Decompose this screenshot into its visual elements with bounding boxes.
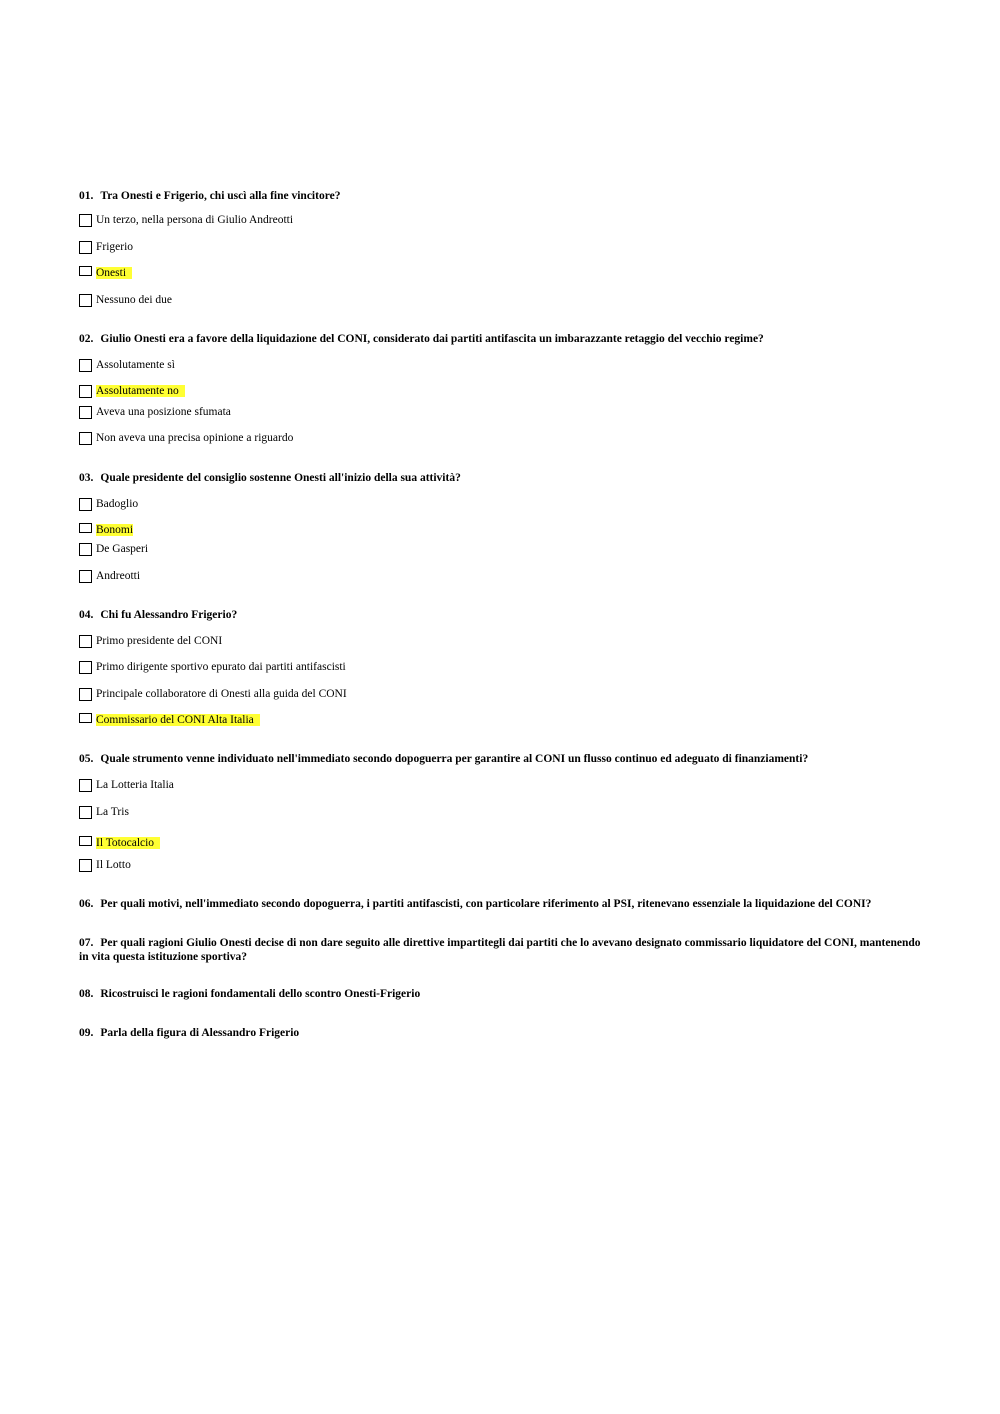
question-text: Chi fu Alessandro Frigerio? — [100, 609, 238, 621]
question-text: Tra Onesti e Frigerio, chi uscì alla fine vincitore? — [100, 190, 341, 202]
open-question-title — [79, 936, 929, 964]
checkbox[interactable] — [79, 432, 92, 445]
answer-option[interactable] — [79, 429, 293, 447]
checkbox[interactable] — [79, 523, 92, 533]
checkbox[interactable] — [79, 570, 92, 583]
checkbox[interactable] — [79, 661, 92, 674]
answer-option[interactable] — [79, 540, 148, 558]
question-number: 06. — [79, 898, 94, 910]
open-question-title — [79, 987, 929, 1001]
option-label: Badoglio — [96, 498, 139, 510]
option-label: Primo dirigente sportivo epurato dai partiti antifascisti — [96, 661, 346, 673]
question-text: Giulio Onesti era a favore della liquidazione del CONI, considerato dai partiti antifascita un imbarazzante retaggio del vecchio regime? — [100, 333, 764, 345]
checkbox[interactable] — [79, 498, 92, 511]
question-text: Quale presidente del consiglio sostenne Onesti all'inizio della sua attività? — [100, 472, 461, 484]
question-number: 02. — [79, 333, 94, 345]
question-text: Ricostruisci le ragioni fondamentali dello scontro Onesti-Frigerio — [100, 988, 421, 1000]
option-label: Assolutamente sì — [96, 359, 175, 371]
checkbox[interactable] — [79, 406, 92, 419]
answer-option[interactable] — [79, 856, 131, 874]
checkbox[interactable] — [79, 543, 92, 556]
checkbox[interactable] — [79, 266, 92, 276]
question-text: Quale strumento venne individuato nell'immediato secondo dopoguerra per garantire al CONI un flusso continuo ed adeguato di finanziamenti? — [100, 753, 809, 765]
answer-option-correct[interactable] — [79, 521, 133, 539]
option-label: Il Lotto — [96, 859, 131, 871]
answer-option[interactable] — [79, 632, 222, 650]
option-label: Nessuno dei due — [96, 294, 173, 306]
question-title — [79, 752, 929, 766]
option-label-highlighted: Assolutamente no — [96, 385, 185, 397]
answer-option[interactable] — [79, 238, 133, 256]
option-label: De Gasperi — [96, 543, 149, 555]
question-number: 07. — [79, 937, 94, 949]
answer-option[interactable] — [79, 685, 347, 703]
question-number: 08. — [79, 988, 94, 1000]
question-number: 09. — [79, 1027, 94, 1039]
option-label-highlighted: Onesti — [96, 267, 132, 279]
checkbox[interactable] — [79, 385, 92, 398]
checkbox[interactable] — [79, 241, 92, 254]
answer-option[interactable] — [79, 211, 293, 229]
answer-option[interactable] — [79, 356, 175, 374]
option-label: Principale collaboratore di Onesti alla guida del CONI — [96, 688, 347, 700]
question-title — [79, 608, 929, 622]
checkbox[interactable] — [79, 359, 92, 372]
option-label-highlighted: Bonomi — [96, 524, 134, 536]
checkbox[interactable] — [79, 713, 92, 723]
option-label-highlighted: Il Totocalcio — [96, 837, 160, 849]
checkbox[interactable] — [79, 779, 92, 792]
question-text: Per quali ragioni Giulio Onesti decise di non dare seguito alle direttive impartitegli dai partiti che lo avevano designato commissario liquidatore del CONI, mantenendo in vita questa istituzione sportiva? — [79, 937, 921, 963]
option-label: Non aveva una precisa opinione a riguardo — [96, 432, 294, 444]
question-number: 01. — [79, 190, 94, 202]
answer-option-correct[interactable] — [79, 834, 160, 852]
answer-option[interactable] — [79, 776, 174, 794]
answer-option[interactable] — [79, 567, 140, 585]
option-label: La Lotteria Italia — [96, 779, 174, 791]
checkbox[interactable] — [79, 294, 92, 307]
answer-option[interactable] — [79, 803, 129, 821]
checkbox[interactable] — [79, 859, 92, 872]
answer-option-correct[interactable] — [79, 264, 132, 282]
answer-option[interactable] — [79, 658, 346, 676]
answer-option-correct[interactable] — [79, 382, 185, 400]
question-number: 05. — [79, 753, 94, 765]
answer-option[interactable] — [79, 495, 138, 513]
question-title — [79, 471, 929, 485]
question-title — [79, 332, 929, 346]
checkbox[interactable] — [79, 214, 92, 227]
answer-option-correct[interactable] — [79, 711, 260, 729]
option-label: Un terzo, nella persona di Giulio Andreotti — [96, 214, 294, 226]
question-number: 04. — [79, 609, 94, 621]
checkbox[interactable] — [79, 836, 92, 846]
option-label: Frigerio — [96, 241, 134, 253]
answer-option[interactable] — [79, 403, 231, 421]
option-label: Andreotti — [96, 570, 141, 582]
checkbox[interactable] — [79, 635, 92, 648]
open-question-title — [79, 1026, 929, 1040]
option-label-highlighted: Commissario del CONI Alta Italia — [96, 714, 260, 726]
option-label: Primo presidente del CONI — [96, 635, 223, 647]
question-text: Parla della figura di Alessandro Frigerio — [100, 1027, 300, 1039]
option-label: Aveva una posizione sfumata — [96, 406, 231, 418]
answer-option[interactable] — [79, 291, 172, 309]
option-label: La Tris — [96, 806, 129, 818]
open-question-title — [79, 897, 929, 911]
question-text: Per quali motivi, nell'immediato secondo dopoguerra, i partiti antifascisti, con particolare riferimento al PSI, ritenevano essenziale la liquidazione del CONI? — [100, 898, 872, 910]
question-number: 03. — [79, 472, 94, 484]
checkbox[interactable] — [79, 806, 92, 819]
checkbox[interactable] — [79, 688, 92, 701]
question-title — [79, 189, 929, 203]
